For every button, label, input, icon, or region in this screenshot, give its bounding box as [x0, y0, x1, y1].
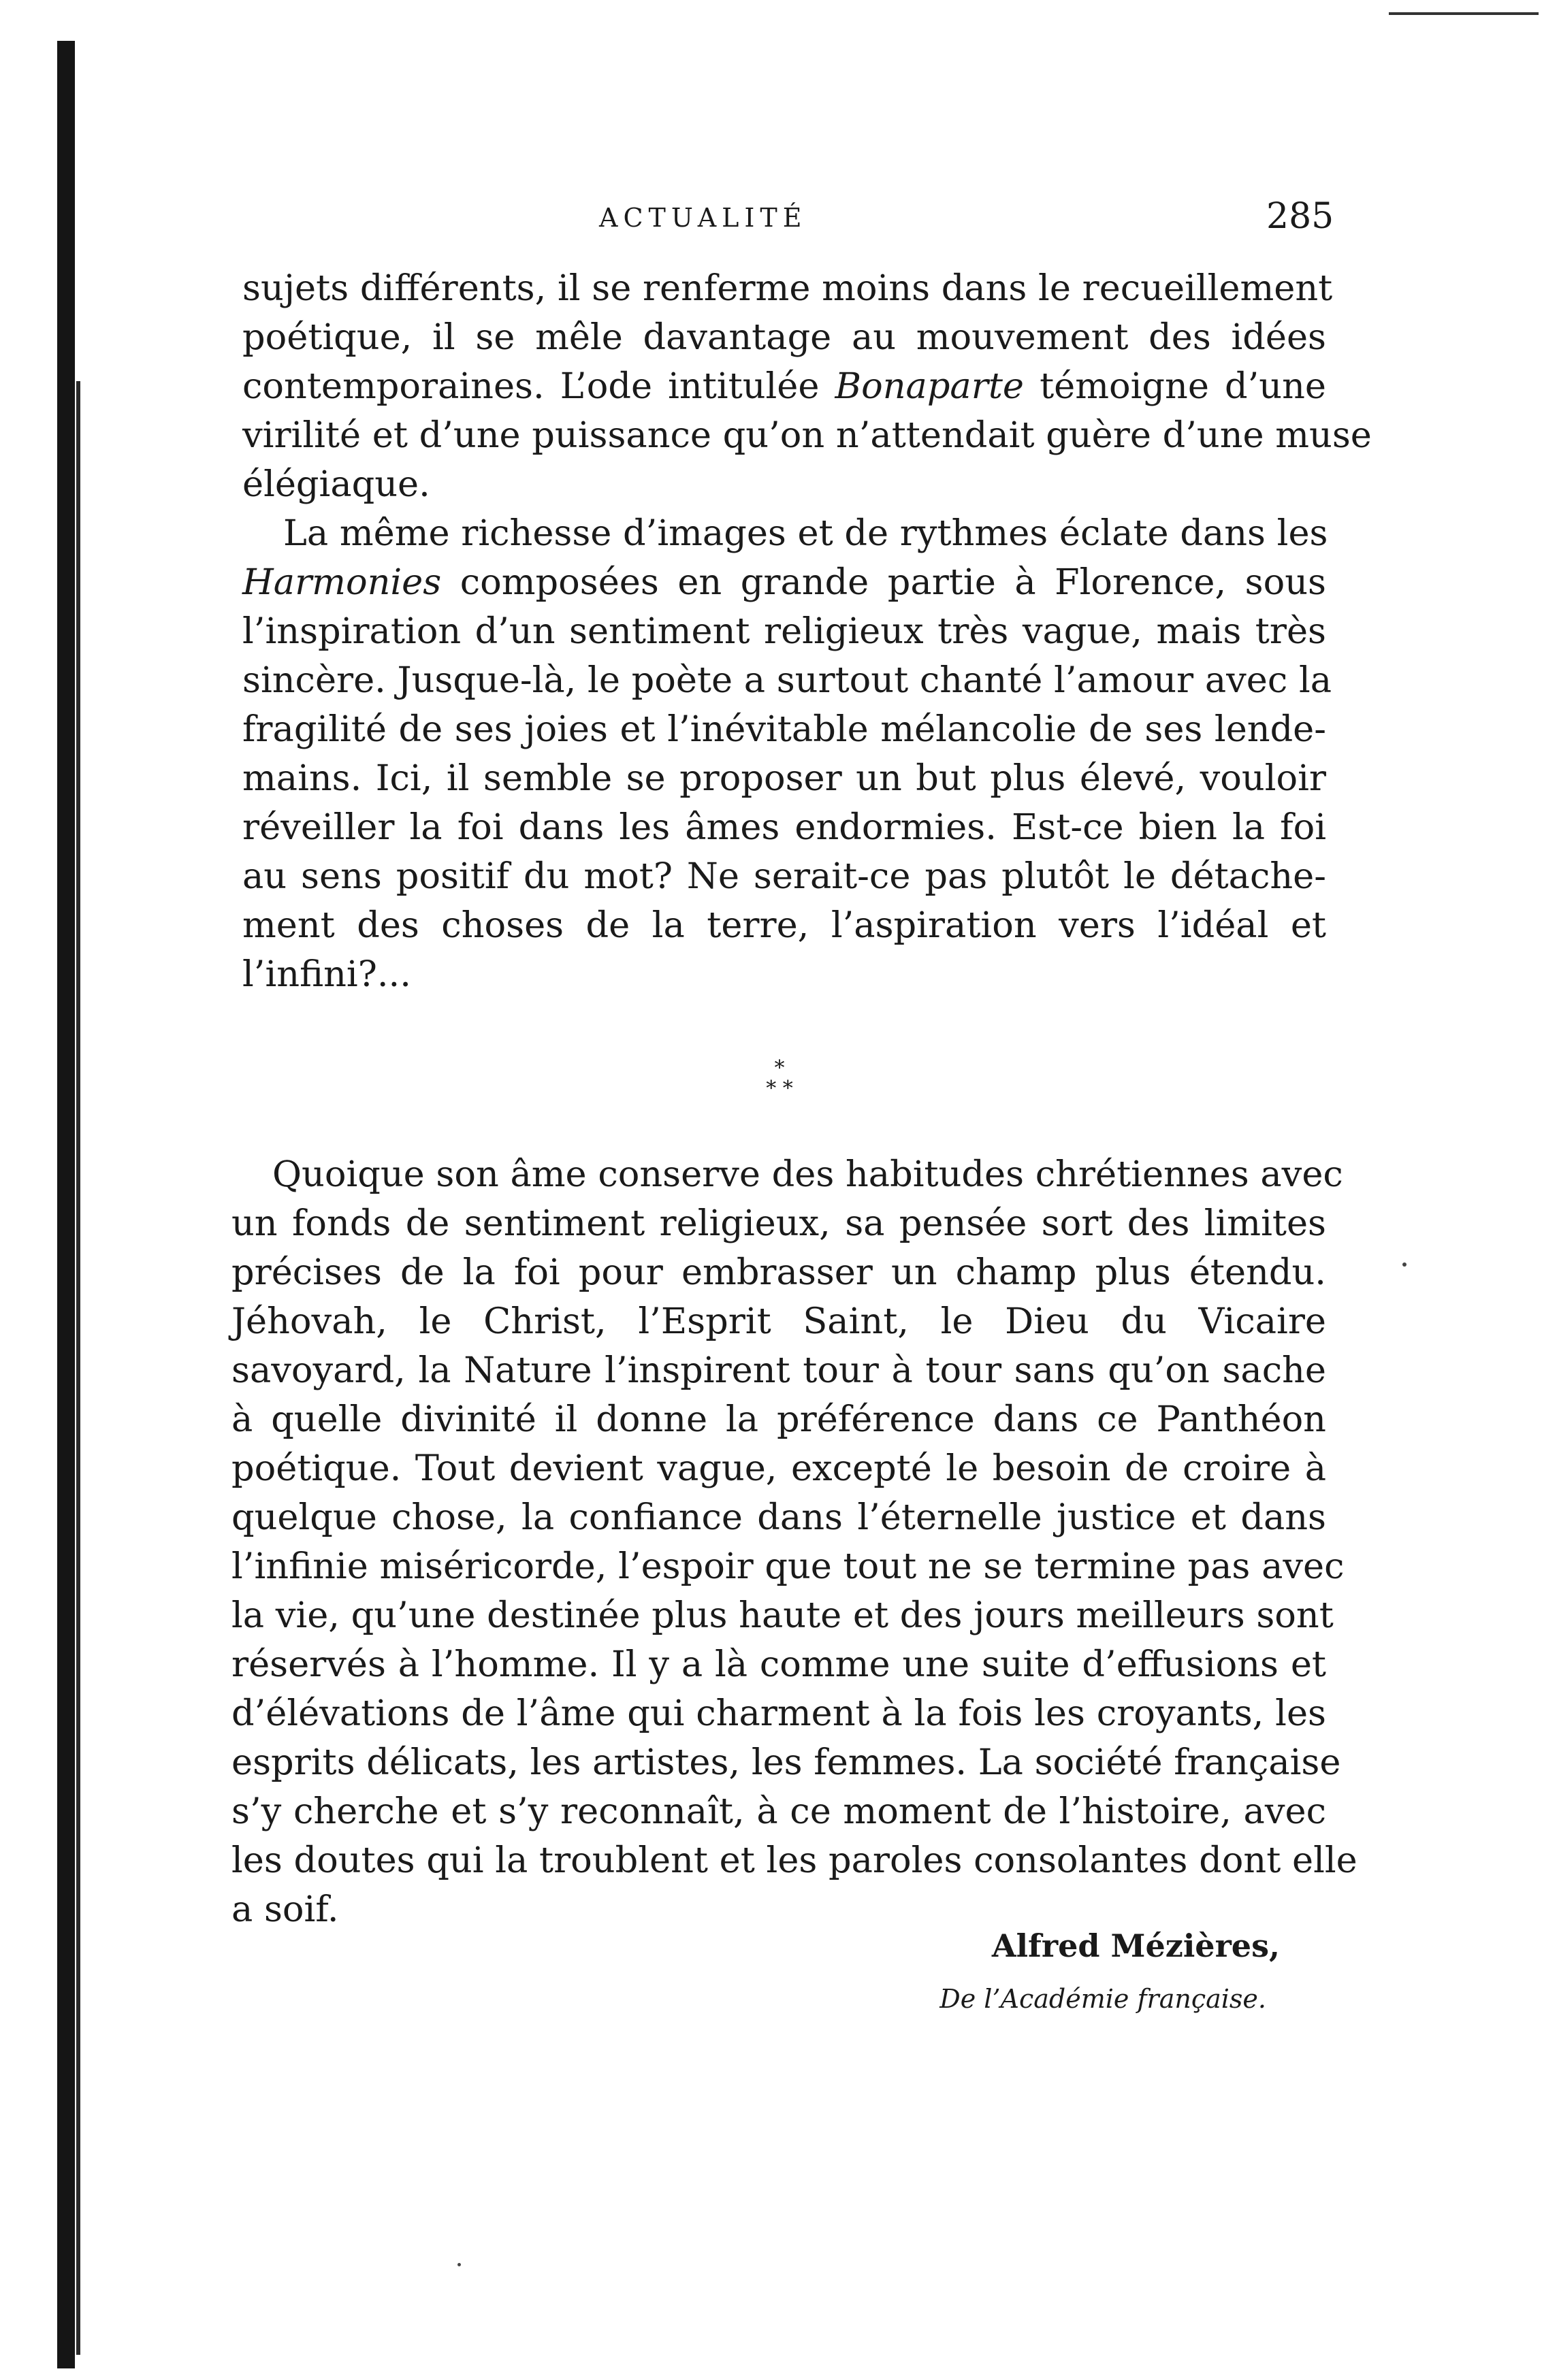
text-line [242, 558, 1326, 607]
text-line: poétique. Tout devient vague, excepté le besoin de croire à [231, 1448, 1326, 1489]
text-line: sujets différents, il se renferme moins dans le recueillement [242, 267, 1333, 309]
running-title: ACTUALITÉ [599, 203, 807, 233]
text-line: fragilité de ses joies et l’inévitable mélancolie de ses lende- [242, 708, 1326, 750]
paragraph-3 [231, 1150, 1357, 1934]
text-line: virilité et d’une puissance qu’on n’attendait guère d’une muse [242, 414, 1372, 456]
text-line: Quoique son âme conserve des habitudes chrétiennes avec [272, 1154, 1343, 1195]
text-line: au sens positif du mot? Ne serait-ce pas plutôt le détache- [242, 855, 1326, 897]
text-line: l’infini?... [242, 953, 411, 995]
binding-edge [57, 41, 75, 2368]
text-line: un fonds de sentiment religieux, sa pensée sort des limites [231, 1203, 1326, 1244]
text-line: Jéhovah, le Christ, l’Esprit Saint, le Dieu du Vicaire [231, 1301, 1326, 1342]
text-run: contemporaines. L’ode intitulée [242, 365, 835, 407]
text-line: d’élévations de l’âme qui charment à la fois les croyants, les [231, 1693, 1326, 1734]
text-line: l’infinie miséricorde, l’espoir que tout ne se termine pas avec [231, 1546, 1345, 1587]
text-line: la vie, qu’une destinée plus haute et des jours meilleurs sont [231, 1595, 1334, 1636]
asterism-top: * [774, 1056, 785, 1080]
text-line: précises de la foi pour embrasser un champ plus étendu. [231, 1252, 1326, 1293]
paragraph-2 [242, 509, 1332, 999]
paragraph-1 [242, 264, 1372, 509]
text-line: quelque chose, la confiance dans l’éternelle justice et dans [231, 1497, 1326, 1538]
text-line: sincère. Jusque-là, le poète a surtout chanté l’amour avec la [242, 659, 1332, 701]
asterism-bottom: * * [766, 1077, 793, 1101]
text-line: s’y cherche et s’y reconnaît, à ce moment de l’histoire, avec [231, 1791, 1326, 1832]
running-head [0, 196, 1559, 244]
text-line: réveiller la foi dans les âmes endormies. Est-ce bien la foi [242, 806, 1326, 848]
text-line [242, 362, 1326, 411]
italic-title-harmonies: Harmonies [242, 561, 442, 603]
text-line: les doutes qui la troublent et les paroles consolantes dont elle [231, 1840, 1357, 1881]
text-run: composées en grande partie à Florence, sous [441, 561, 1326, 603]
text-line: mains. Ici, il semble se proposer un but plus élevé, vouloir [242, 757, 1326, 799]
text-line: élégiaque. [242, 463, 430, 505]
scan-speck [1402, 1262, 1407, 1267]
text-run: témoigne d’une [1024, 365, 1326, 407]
author-signature: Alfred Mézières, [991, 1927, 1280, 1964]
author-affiliation: De l’Académie française. [939, 1984, 1266, 2014]
text-line: réservés à l’homme. Il y a là comme une suite d’effusions et [231, 1644, 1326, 1685]
section-asterism [742, 1058, 817, 1120]
text-line: esprits délicats, les artistes, les femmes. La société française [231, 1742, 1341, 1783]
text-line: La même richesse d’images et de rythmes éclate dans les [283, 512, 1328, 554]
top-rule [1389, 12, 1539, 15]
text-line: poétique, il se mêle davantage au mouvement des idées [242, 316, 1326, 358]
binding-shadow [76, 381, 80, 2355]
page-number: 285 [1266, 196, 1334, 237]
text-line: l’inspiration d’un sentiment religieux très vague, mais très [242, 610, 1326, 652]
text-line: ment des choses de la terre, l’aspiration vers l’idéal et [242, 904, 1326, 946]
italic-title-bonaparte: Bonaparte [835, 365, 1024, 407]
text-line: à quelle divinité il donne la préférence dans ce Panthéon [231, 1399, 1326, 1440]
text-line: savoyard, la Nature l’inspirent tour à tour sans qu’on sache [231, 1350, 1326, 1391]
text-line: a soif. [231, 1889, 339, 1930]
scan-speck [457, 2263, 461, 2266]
